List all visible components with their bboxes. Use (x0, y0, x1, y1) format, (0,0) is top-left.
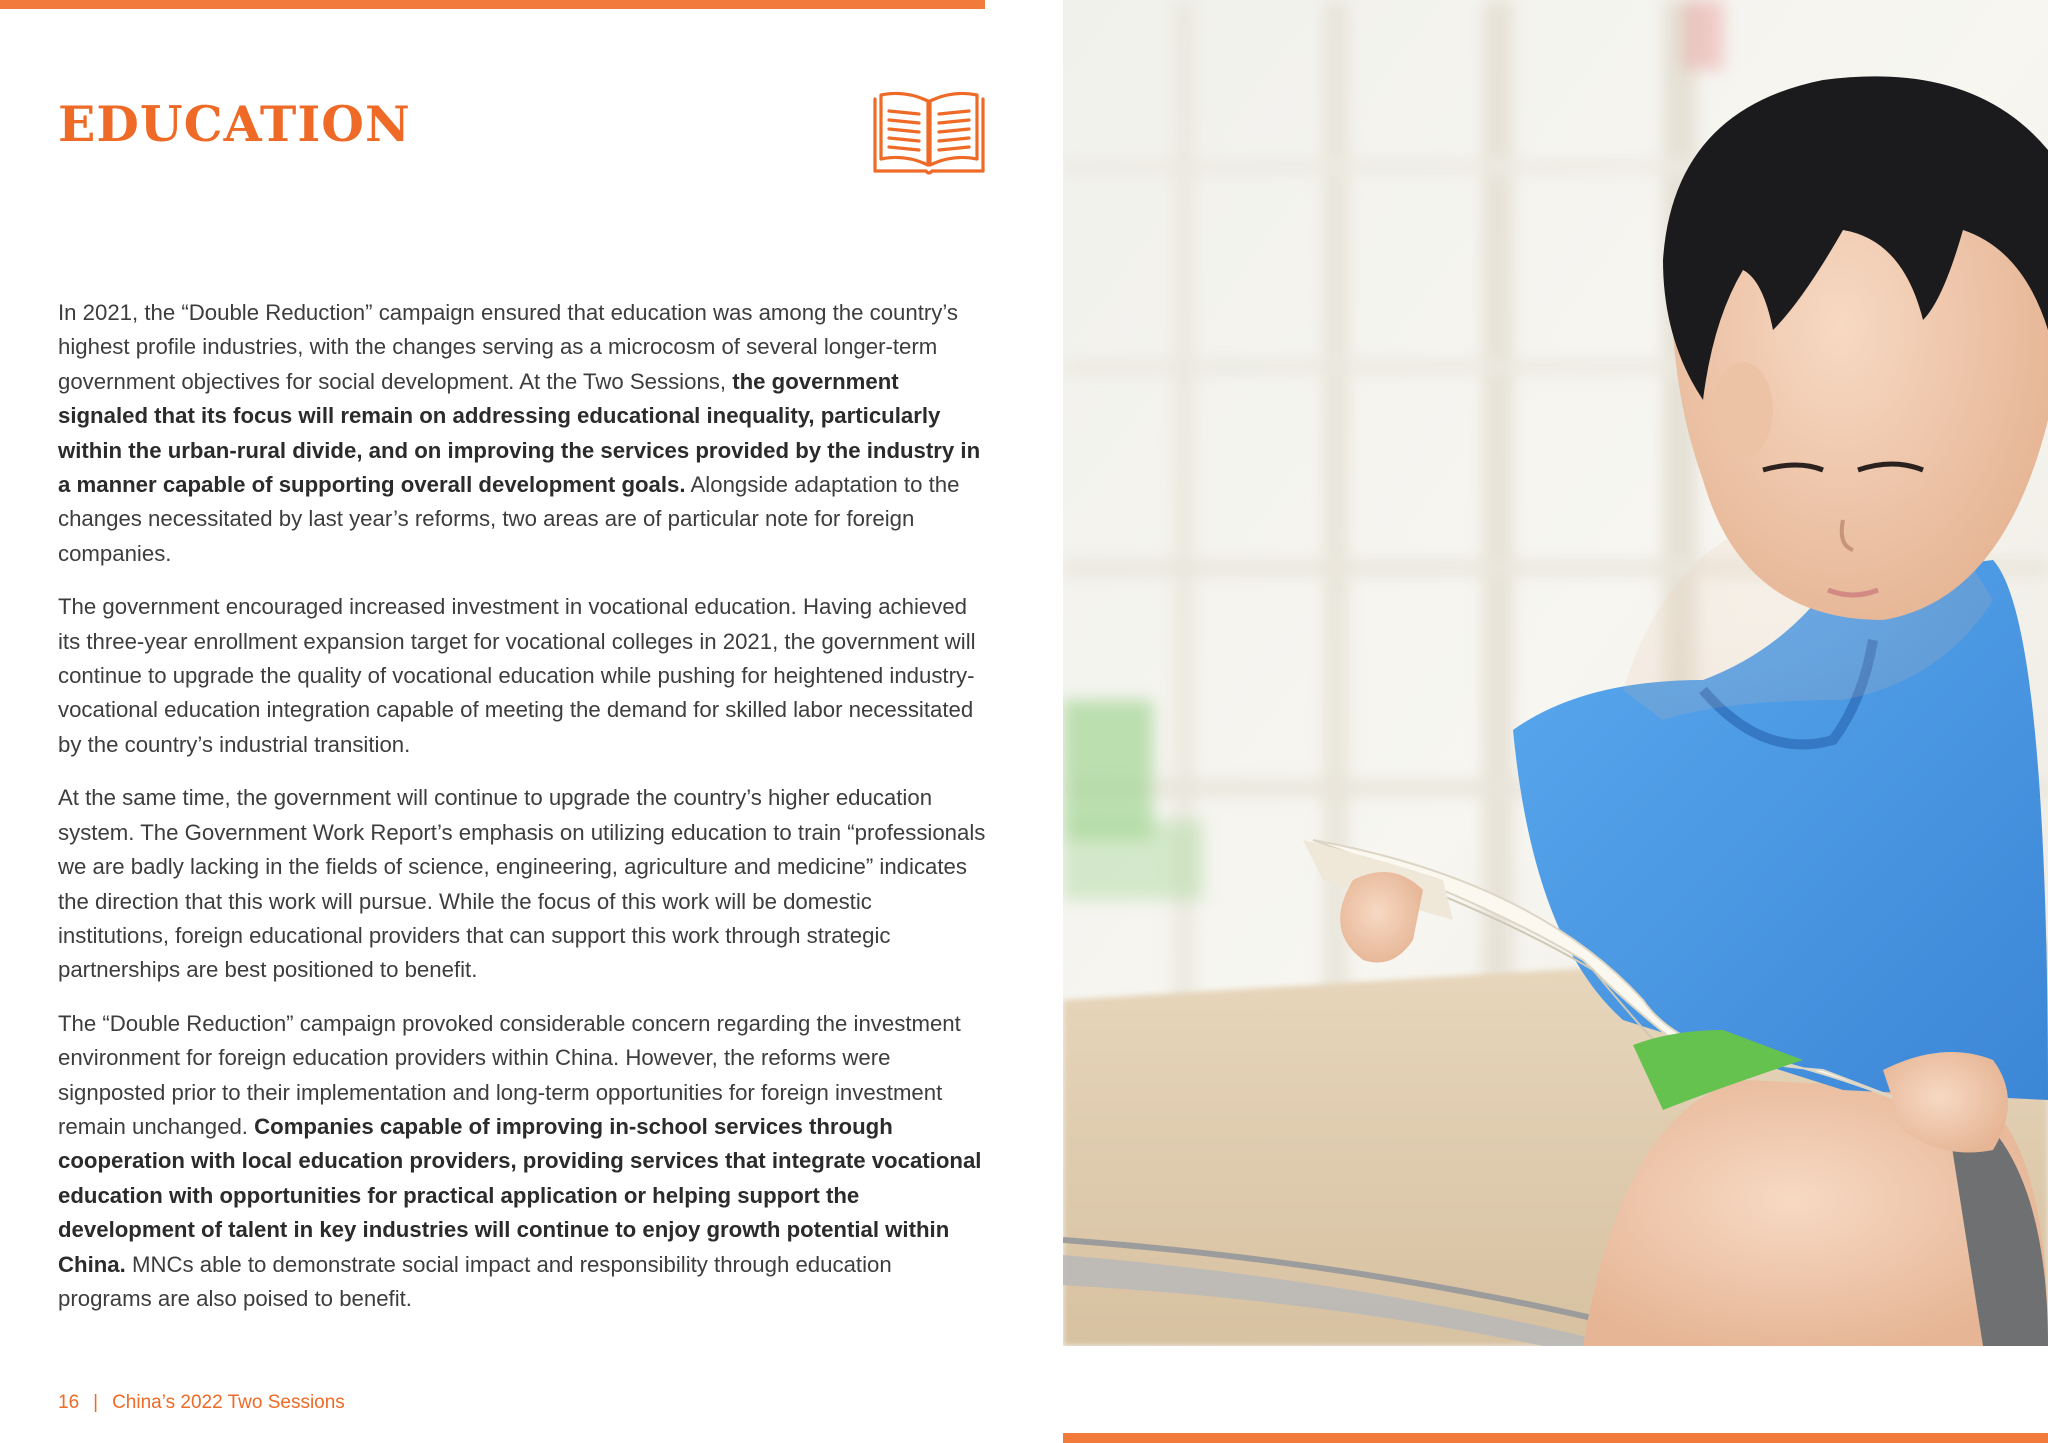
page-footer (58, 1392, 345, 1414)
paragraph-4-text-end: MNCs able to demonstrate social impact and responsibility through education programs are also poised to benefit. (58, 1251, 892, 1311)
paragraph-4-text: The “Double Reduction” campaign provoked considerable concern regarding the investment environment for foreign education providers within China. However, the reforms were signposted prior to their implementation and long-term opportunities for foreign investment remain unchanged. (58, 1010, 961, 1139)
paragraph-2: The government encouraged increased investment in vocational education. Having achieved its three-year enrollment expansion target for vocational colleges in 2021, the government will continue to upgrade the quality of vocational education while pushing for heightened industry-vocational education integration capable of meeting the demand for skilled labor necessitated by the country’s industrial transition. (58, 594, 976, 757)
paragraph-1 (58, 296, 988, 571)
paragraph-1-bold: the government signaled that its focus will remain on addressing educational inequality, particularly within the urban-rural divide, and on improving the services provided by the industry in a manner capable of supporting overall development goals. (58, 368, 981, 498)
paragraph-4-bold: Companies capable of improving in-school services through cooperation with local education providers, providing services that integrate vocational education with opportunities for practical application or helping support the development of talent in key industries will continue to enjoy growth potential within China. (58, 1113, 982, 1277)
top-accent-bar (0, 0, 985, 9)
paragraph-1-text-end: Alongside adaptation to the changes necessitated by last year’s reforms, two areas are of particular note for foreign companies. (58, 472, 960, 566)
section-title: EDUCATION (58, 95, 411, 153)
paragraph-3: At the same time, the government will continue to upgrade the country’s higher education system. The Government Work Report’s emphasis on utilizing education to train “professionals we are badly lacking in the fields of science, engineering, agriculture and medicine” indicates the direction that this work will pursue. While the focus of this work will be domestic institutions, foreign educational providers that can support this work through strategic partnerships are best positioned to benefit. (58, 785, 986, 983)
open-book-icon (872, 91, 986, 176)
article-body (58, 296, 988, 1335)
paragraph-4 (58, 1007, 988, 1317)
publication-title: China’s 2022 Two Sessions (112, 1392, 345, 1413)
paragraph-1-text: In 2021, the “Double Reduction” campaign ensured that education was among the country’s highest profile industries, with the changes serving as a microcosm of several longer-term government objectives for social development. At the Two Sessions, (58, 300, 958, 394)
bottom-accent-bar (1063, 1433, 2048, 1443)
page-number: 16 (58, 1392, 80, 1413)
footer-separator: | (93, 1392, 99, 1413)
child-reading-photo (1063, 0, 2048, 1346)
